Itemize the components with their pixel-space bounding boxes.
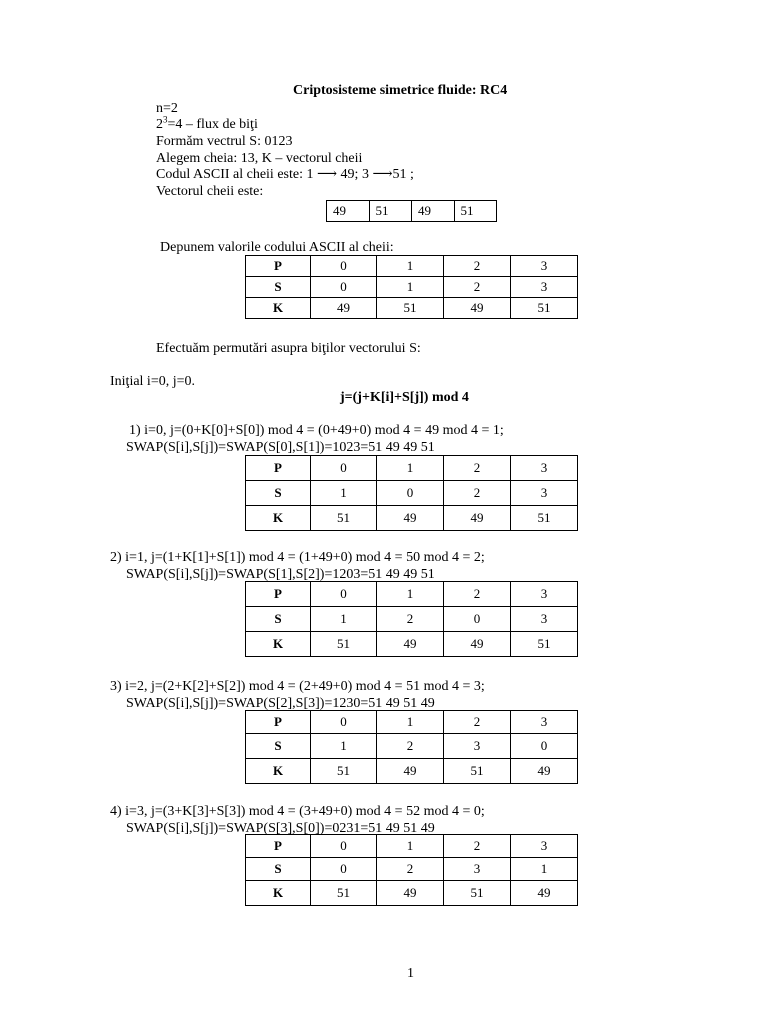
table-cell: K [246, 759, 311, 784]
step-3-line1: 3) i=2, j=(2+K[2]+S[2]) mod 4 = (2+49+0) mod 4 = 51 mod 4 = 3; [110, 679, 485, 694]
step-4-line1: 4) i=3, j=(3+K[3]+S[3]) mod 4 = (3+49+0) mod 4 = 52 mod 4 = 0; [110, 804, 485, 819]
step-1-line1: 1) i=0, j=(0+K[0]+S[0]) mod 4 = (0+49+0) mod 4 = 49 mod 4 = 1; [129, 423, 504, 438]
table-cell: 3 [444, 858, 511, 881]
ascii-table [245, 255, 578, 319]
table-row-s [246, 858, 578, 881]
step-1-line2: SWAP(S[i],S[j])=SWAP(S[0],S[1])=1023=51 49 49 51 [126, 440, 435, 455]
table-cell: 2 [444, 582, 511, 607]
table-cell: 2 [444, 711, 511, 734]
table-cell: 51 [311, 881, 377, 906]
page-title: Criptosisteme simetrice fluide: RC4 [293, 83, 508, 98]
alegem-line: Alegem cheia: 13, K – vectorul cheii [156, 151, 363, 166]
table-cell: 0 [311, 835, 377, 858]
table-cell: 0 [377, 481, 444, 506]
table-cell: 51 [377, 298, 444, 319]
n-line: n=2 [156, 101, 178, 116]
table-cell: 3 [511, 256, 578, 277]
table-cell: P [246, 256, 311, 277]
table-cell: 0 [311, 582, 377, 607]
table-row-k [246, 506, 578, 531]
table-cell: 3 [511, 481, 578, 506]
table-cell: 2 [444, 256, 511, 277]
table-cell: S [246, 277, 311, 298]
key-vector-row [327, 201, 497, 222]
step-2-line2: SWAP(S[i],S[j])=SWAP(S[1],S[2])=1203=51 49 49 51 [126, 567, 435, 582]
step-3-table [245, 710, 578, 784]
table-cell: K [246, 506, 311, 531]
table-cell: 3 [511, 607, 578, 632]
table-cell: 49 [511, 881, 578, 906]
table-cell: 1 [311, 607, 377, 632]
table-cell: 1 [377, 835, 444, 858]
table-cell: 0 [511, 734, 578, 759]
table-row-k [246, 881, 578, 906]
table-cell: P [246, 711, 311, 734]
table-row-k [246, 632, 578, 657]
key-vector-cell: 51 [454, 201, 497, 222]
table-cell: 49 [444, 632, 511, 657]
table-cell: 49 [444, 298, 511, 319]
table-cell: 51 [311, 759, 377, 784]
table-cell: 3 [511, 582, 578, 607]
step-4-line2: SWAP(S[i],S[j])=SWAP(S[3],S[0])=0231=51 49 51 49 [126, 821, 435, 836]
table-cell: 1 [511, 858, 578, 881]
table-cell: 2 [377, 607, 444, 632]
table-cell: P [246, 456, 311, 481]
table-cell: 3 [444, 734, 511, 759]
table-cell: 3 [511, 711, 578, 734]
table-cell: 1 [377, 582, 444, 607]
table-cell: S [246, 858, 311, 881]
table-cell: 0 [311, 711, 377, 734]
flux-line: $2^3=4$ – flux de biţi [156, 114, 258, 132]
table-cell: 1 [377, 456, 444, 481]
formula-line: j=(j+K[i]+S[j]) mod 4 [340, 390, 469, 405]
key-vector-cell: 49 [327, 201, 370, 222]
table-cell: 0 [444, 607, 511, 632]
step-3-line2: SWAP(S[i],S[j])=SWAP(S[2],S[3])=1230=51 49 51 49 [126, 696, 435, 711]
table-row-s [246, 481, 578, 506]
table-cell: 2 [444, 277, 511, 298]
key-vector-cell: 49 [412, 201, 455, 222]
vector-label: Vectorul cheii este: [156, 184, 264, 199]
table-row-s [246, 734, 578, 759]
key-vector-table [326, 200, 497, 222]
table-cell: K [246, 632, 311, 657]
table-cell: K [246, 298, 311, 319]
table-cell: 1 [377, 277, 444, 298]
depunem-line: Depunem valorile codului ASCII al cheii: [160, 240, 394, 255]
table-cell: 2 [377, 858, 444, 881]
page-number: 1 [407, 966, 414, 981]
table-cell: 49 [377, 759, 444, 784]
table-cell: K [246, 881, 311, 906]
table-cell: 2 [444, 481, 511, 506]
table-cell: S [246, 481, 311, 506]
table-row-p [246, 582, 578, 607]
table-cell: 51 [311, 506, 377, 531]
table-cell: 51 [311, 632, 377, 657]
key-vector-cell: 51 [369, 201, 412, 222]
table-cell: 0 [311, 456, 377, 481]
table-cell: 49 [377, 632, 444, 657]
table-cell: P [246, 835, 311, 858]
table-cell: 51 [511, 632, 578, 657]
table-cell: P [246, 582, 311, 607]
step-2-table [245, 581, 578, 657]
ascii-line: Codul ASCII al cheii este: 1 ⟶ 49; 3 ⟶51 ; [156, 167, 414, 182]
table-row-s [246, 607, 578, 632]
table-cell: 51 [444, 759, 511, 784]
initial-line: Iniţial i=0, j=0. [110, 374, 196, 389]
table-row-p [246, 835, 578, 858]
table-cell: 1 [377, 711, 444, 734]
step-1-table [245, 455, 578, 531]
table-cell: 49 [377, 881, 444, 906]
table-cell: 1 [311, 734, 377, 759]
table-cell: S [246, 734, 311, 759]
efectuam-line: Efectuăm permutări asupra biţilor vectorului S: [156, 341, 421, 356]
table-cell: S [246, 607, 311, 632]
table-cell: 51 [511, 298, 578, 319]
table-cell: 49 [311, 298, 377, 319]
table-cell: 49 [377, 506, 444, 531]
step-2-line1: 2) i=1, j=(1+K[1]+S[1]) mod 4 = (1+49+0) mod 4 = 50 mod 4 = 2; [110, 550, 485, 565]
table-cell: 2 [444, 456, 511, 481]
table-cell: 1 [311, 481, 377, 506]
table-cell: 3 [511, 277, 578, 298]
table-cell: 51 [511, 506, 578, 531]
table-row-p [246, 256, 578, 277]
table-row-s [246, 277, 578, 298]
table-cell: 0 [311, 256, 377, 277]
table-cell: 2 [377, 734, 444, 759]
step-4-table [245, 834, 578, 906]
table-cell: 3 [511, 456, 578, 481]
table-row-p [246, 711, 578, 734]
table-cell: 0 [311, 858, 377, 881]
table-cell: 2 [444, 835, 511, 858]
table-row-k [246, 298, 578, 319]
table-row-k [246, 759, 578, 784]
table-cell: 0 [311, 277, 377, 298]
formam-line: Formăm vectrul S: 0123 [156, 134, 293, 149]
table-cell: 3 [511, 835, 578, 858]
table-cell: 49 [444, 506, 511, 531]
table-cell: 1 [377, 256, 444, 277]
table-cell: 51 [444, 881, 511, 906]
table-cell: 49 [511, 759, 578, 784]
table-row-p [246, 456, 578, 481]
